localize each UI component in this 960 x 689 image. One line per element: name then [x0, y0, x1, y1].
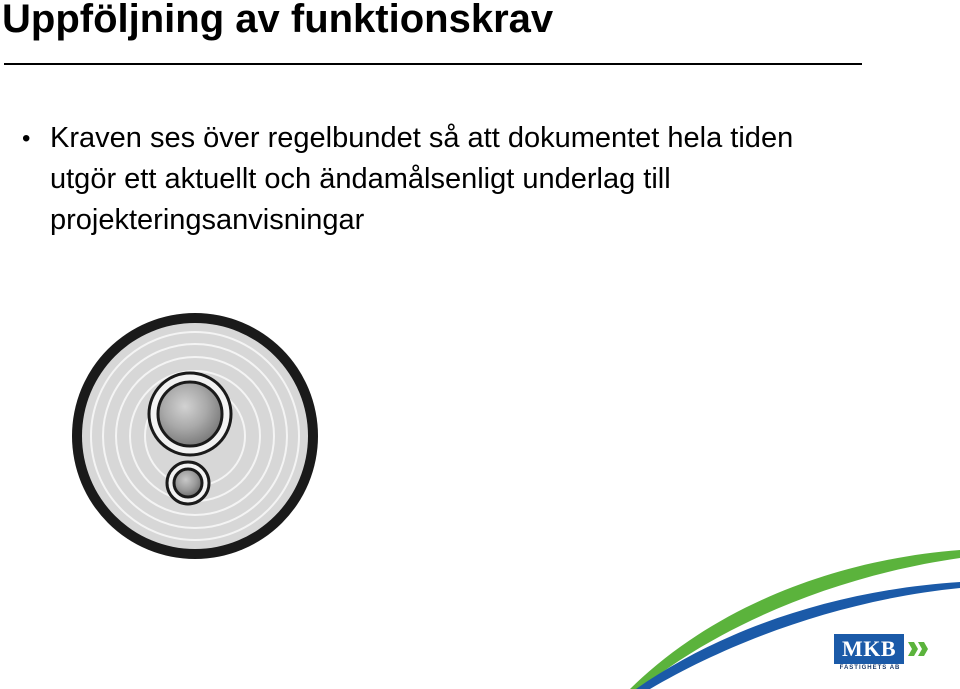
bullet-list [22, 118, 862, 241]
logo-arrows-icon [906, 638, 932, 660]
bullet-glyph: • [22, 125, 31, 152]
bullet-item [22, 118, 862, 241]
company-logo [834, 634, 934, 674]
title-divider [4, 63, 862, 65]
cable-cross-section-icon [70, 311, 320, 561]
logo-subtext: FASTIGHETS AB [839, 665, 901, 671]
cable-small-conductor [167, 462, 209, 504]
bullet-text: Kraven ses över regelbundet så att dokumentet hela tiden utgör ett aktuellt och ändamålsenligt underlag till projekteringsanvisningar [50, 122, 794, 236]
cable-large-conductor [149, 373, 231, 455]
slide-title: Uppföljning av funktionskrav [2, 0, 554, 41]
logo-wordmark: MKB [834, 634, 904, 664]
